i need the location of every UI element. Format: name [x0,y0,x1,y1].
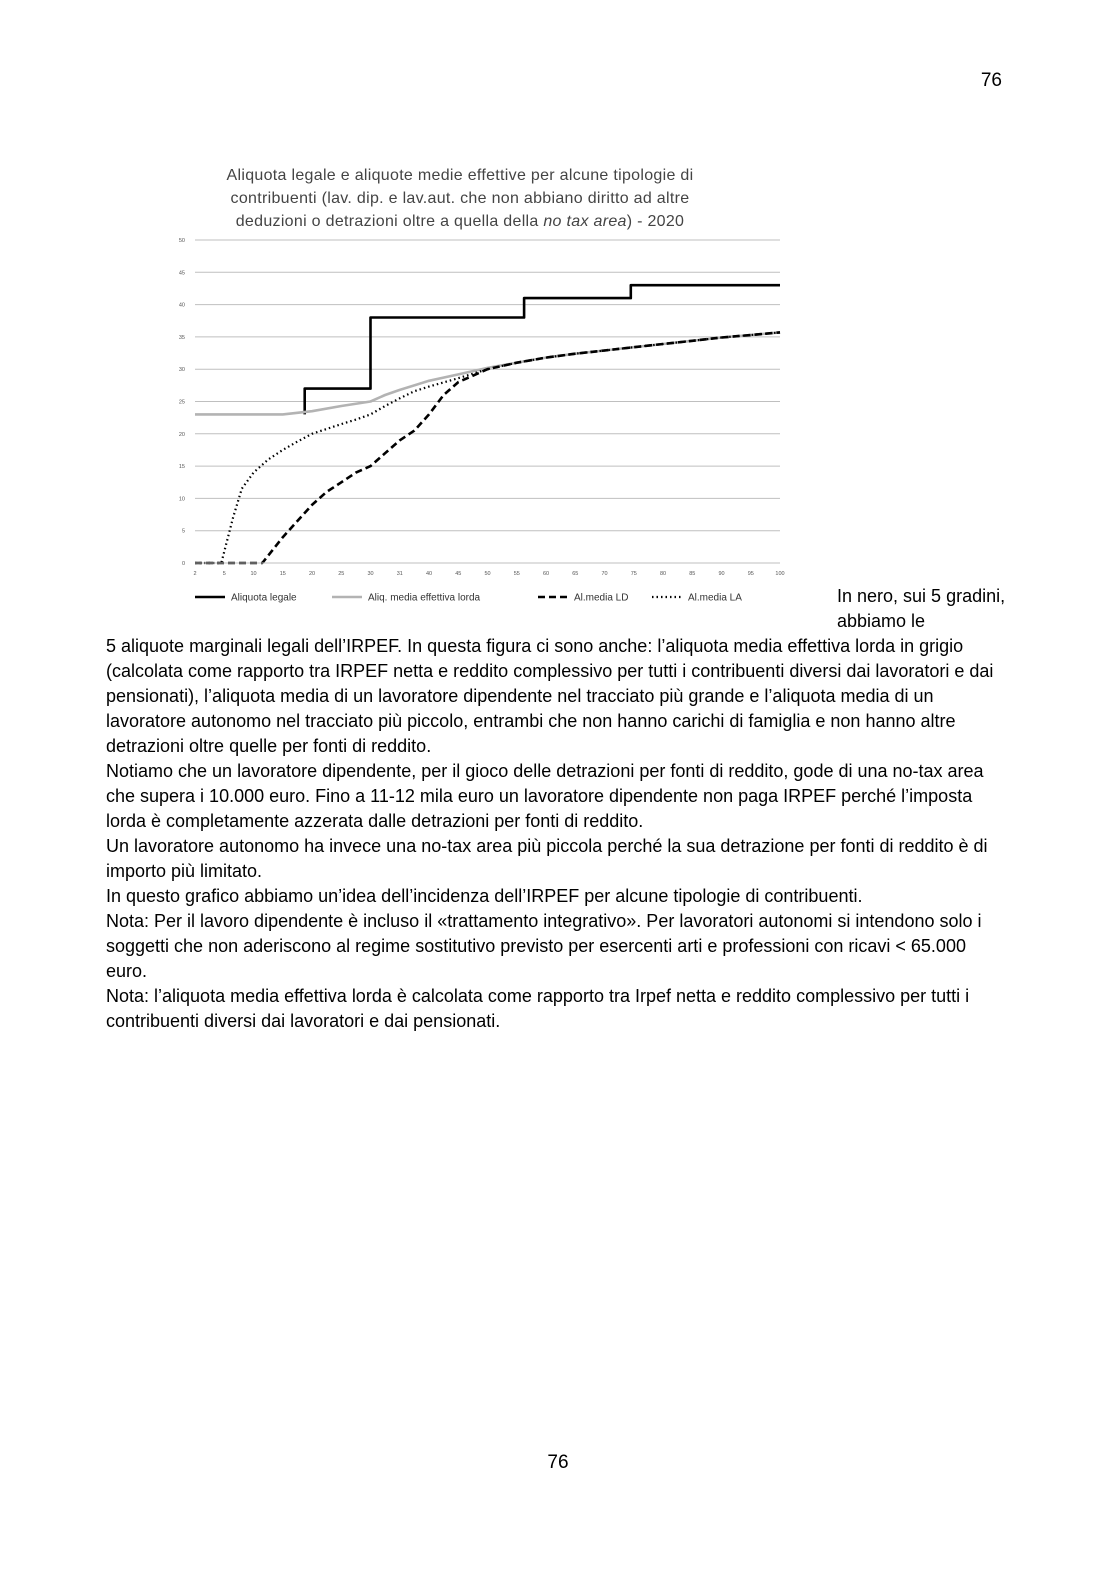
x-tick-label: 5 [222,571,226,577]
x-tick-label: 80 [659,571,667,577]
y-tick-label: 35 [178,334,185,341]
chart [160,160,800,620]
x-tick-label: 50 [484,571,491,577]
x-tick-label: 70 [601,571,608,577]
chart-title-line-3-suffix: ) - 2020 [626,213,685,230]
x-tick-label: 15 [279,571,286,577]
y-tick-label: 10 [178,496,185,503]
page-number-bottom: 76 [547,1452,569,1473]
legend-label: Aliquota legale [231,592,297,604]
legend-label: Aliq. media effettiva lorda [368,592,481,604]
x-tick-label: 40 [425,571,433,577]
paragraph-1: 5 aliquote marginali legali dell’IRPEF. In questa figura ci sono anche: l’aliquota media effettiva lorda in grigio (calcolata come rapporto tra IRPEF netta e reddito complessivo per tutti i contribuenti diversi dai lavoratori e dai pensionati), l’aliquota media di un lavoratore dipendente nel tracciato più grande e l’aliquota media di un lavoratore autonomo nel tracciato più piccolo, entrambi che non hanno carichi di famiglia e non hanno altre detrazioni oltre quelle per fonti di reddito. [106,636,994,756]
y-tick-label: 20 [178,431,185,438]
series-line [195,332,780,414]
paragraph-3: Un lavoratore autonomo ha invece una no-tax area più piccola perché la sua detrazione per fonti di reddito è di importo più limitato. [106,836,988,881]
paragraph-5: Nota: Per il lavoro dipendente è incluso il «trattamento integrativo». Per lavoratori autonomi si intendono solo i soggetti che non aderiscono al regime sostitutivo previsto per esercenti arti e professioni con ricavi < 65.000 euro. [106,911,982,981]
x-tick-label: 90 [718,571,725,577]
chart-plot [160,160,800,620]
chart-title-line-3-prefix: deduzioni o detrazioni oltre a quella della [235,213,544,230]
side-text: In nero, sui 5 gradini, abbiamo le [837,586,1006,631]
x-tick-label: 10 [250,571,257,577]
y-tick-label: 0 [181,561,185,567]
x-tick-label: 45 [455,571,462,577]
y-tick-label: 30 [178,367,185,374]
x-tick-label: 75 [630,571,637,577]
y-tick-label: 15 [178,464,185,471]
x-tick-label: 60 [542,571,550,577]
x-tick-label: 30 [367,571,374,577]
paragraph-2: Notiamo che un lavoratore dipendente, per il gioco delle detrazioni per fonti di reddito, gode di una no-tax area che supera i 10.000 euro. Fino a 11-12 mila euro un lavoratore dipendente non paga IRPEF perché l’imposta lorda è completamente azzerata dalle detrazioni per fonti di reddito. [106,761,984,831]
paragraph-6: Nota: l’aliquota media effettiva lorda è calcolata come rapporto tra Irpef netta e reddito complessivo per tutti i contribuenti diversi dai lavoratori e dai pensionati. [106,986,970,1031]
x-tick-label: 95 [747,571,754,577]
x-tick-label: 100 [775,571,785,577]
chart-title-italic: no tax area [543,213,627,230]
x-tick-label: 55 [513,571,520,577]
y-tick-label: 40 [178,302,185,309]
x-tick-label: 20 [308,571,316,577]
legend-label: Al.media LD [574,592,629,604]
y-tick-label: 50 [178,238,185,244]
chart-title-line-1: Aliquota legale e aliquote medie effettive per alcune tipologie di [226,167,694,184]
x-tick-label: 2 [193,571,197,577]
x-tick-label: 85 [689,571,696,577]
paragraph-4: In questo grafico abbiamo un’idea dell’incidenza dell’IRPEF per alcune tipologie di contribuenti. [106,886,863,906]
x-tick-label: 31 [396,571,403,577]
x-tick-label: 65 [572,571,579,577]
body-text [106,634,1006,1034]
page-number-top: 76 [980,70,1002,91]
y-tick-label: 25 [178,399,185,406]
y-tick-label: 5 [181,528,185,535]
x-tick-label: 25 [338,571,345,577]
y-tick-label: 45 [178,270,185,277]
chart-title-line-2: contribuenti (lav. dip. e lav.aut. che non abbiano diritto ad altre [230,190,690,207]
legend-label: Al.media LA [688,592,742,604]
